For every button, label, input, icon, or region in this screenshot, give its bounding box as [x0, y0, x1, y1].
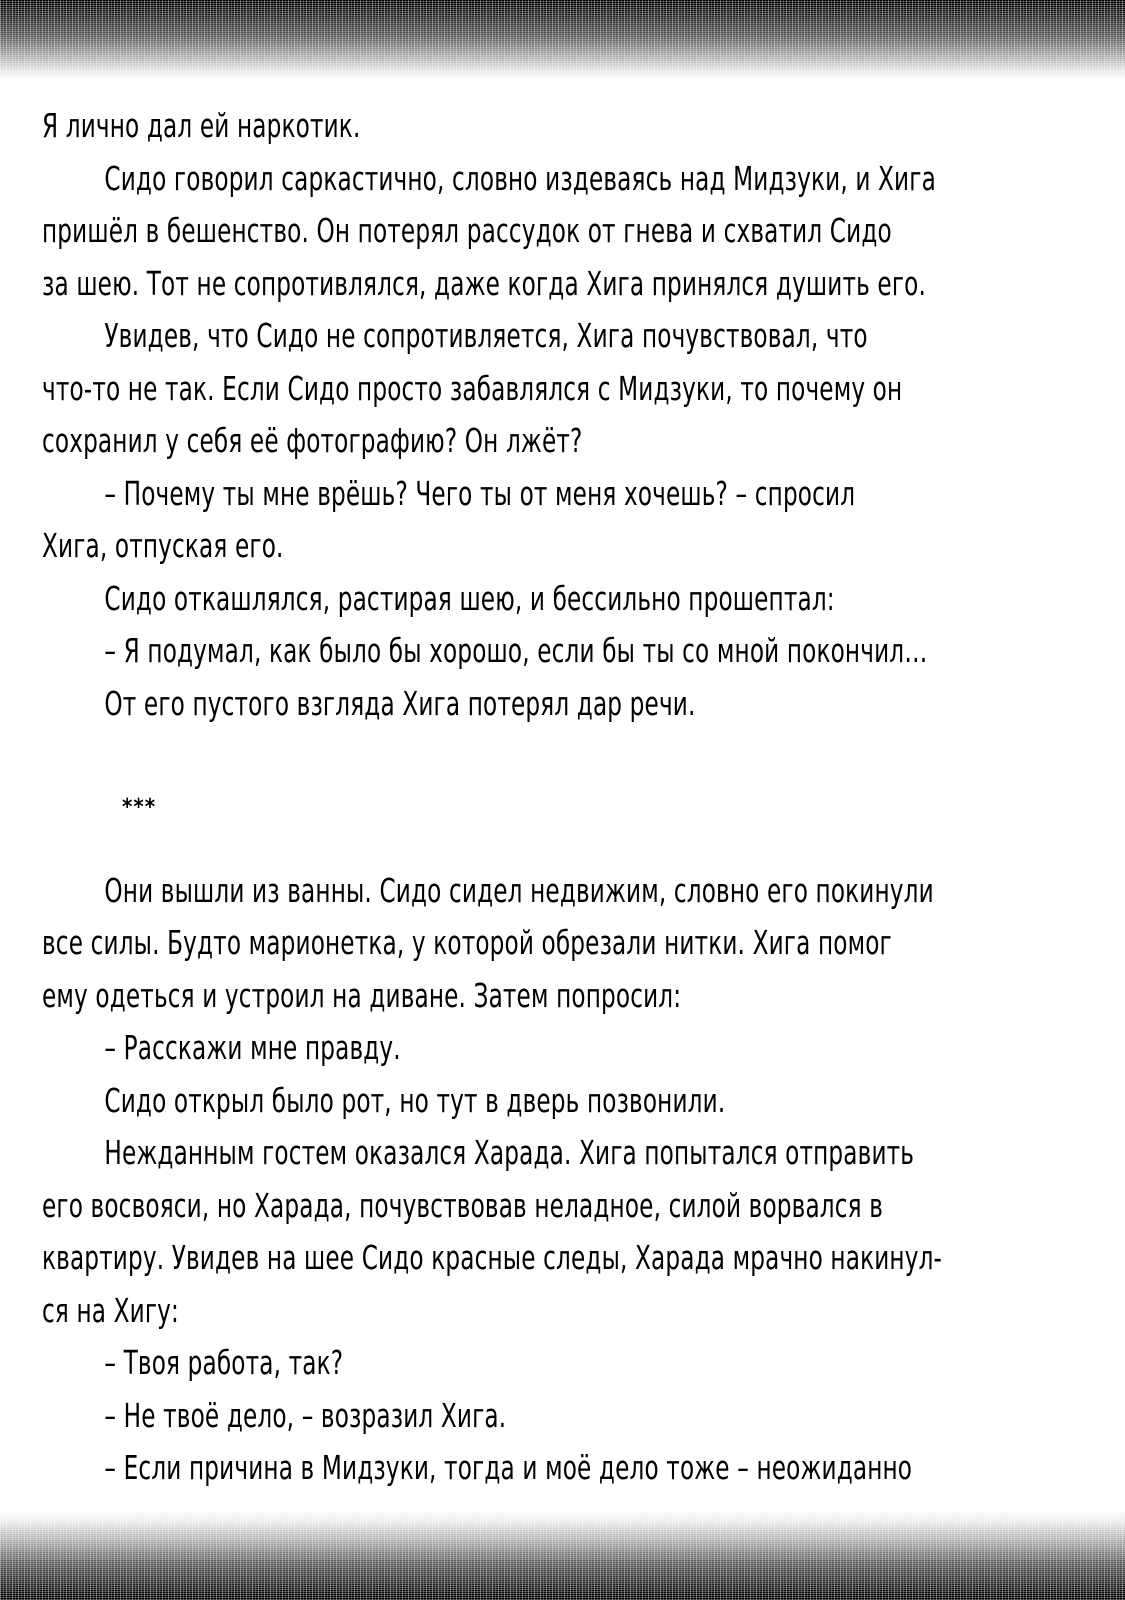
text-line: ему одеться и устроил на диване. Затем попросил:: [42, 975, 682, 1015]
text-line: – Почему ты мне врёшь? Чего ты от меня хочешь? – спросил: [104, 473, 856, 513]
text-line: Они вышли из ванны. Сидо сидел недвижим, словно его покинули: [104, 870, 934, 910]
text-line: все силы. Будто марионетка, у которой обрезали нитки. Хига помог: [42, 923, 892, 962]
text-line: за шею. Тот не сопротивлялся, даже когда Хига принялся душить его.: [42, 263, 926, 303]
text-line: сохранил у себя её фотографию? Он лжёт?: [42, 421, 583, 460]
text-line: квартиру. Увидев на шее Сидо красные следы, Харада мрачно накинул-: [42, 1238, 943, 1277]
text-line: От его пустого взгляда Хига потерял дар речи.: [104, 683, 696, 723]
bottom-grain-border: [0, 1510, 1125, 1600]
text-line: – Твоя работа, так?: [104, 1343, 344, 1382]
section-gap: [42, 730, 1082, 782]
text-line: Увидев, что Сидо не сопротивляется, Хига почувствовал, что: [104, 316, 868, 355]
section-gap: [42, 835, 1082, 865]
text-line: Сидо открыл было рот, но тут в дверь позвонили.: [104, 1080, 726, 1120]
text-line: – Расскажи мне правду.: [104, 1028, 401, 1067]
text-line: что-то не так. Если Сидо просто забавлялся с Мидзуки, то почему он: [42, 368, 903, 408]
text-line: Хига, отпуская его.: [42, 526, 284, 565]
text-line: – Я подумал, как было бы хорошо, если бы ты со мной покончил…: [104, 631, 928, 670]
top-grain-border: [0, 0, 1125, 80]
text-line: ся на Хигу:: [42, 1290, 179, 1330]
page-body-text: [42, 100, 1082, 1495]
text-line: Я лично дал ей наркотик.: [42, 106, 361, 145]
text-line: Сидо говорил саркастично, словно издеваясь над Мидзуки, и Хига: [104, 158, 936, 198]
text-line: Нежданным гостем оказался Харада. Хига попытался отправить: [104, 1133, 915, 1172]
text-line: его восвояси, но Харада, почувствовав неладное, силой ворвался в: [42, 1185, 884, 1225]
text-line: – Не твоё дело, – возразил Хига.: [104, 1395, 507, 1435]
text-line: Сидо откашлялся, растирая шею, и бессильно прошептал:: [104, 578, 835, 618]
text-line: – Если причина в Мидзуки, тогда и моё дело тоже – неожиданно: [104, 1448, 913, 1487]
section-separator: ***: [122, 795, 157, 820]
text-line: пришёл в бешенство. Он потерял рассудок от гнева и схватил Сидо: [42, 211, 892, 250]
